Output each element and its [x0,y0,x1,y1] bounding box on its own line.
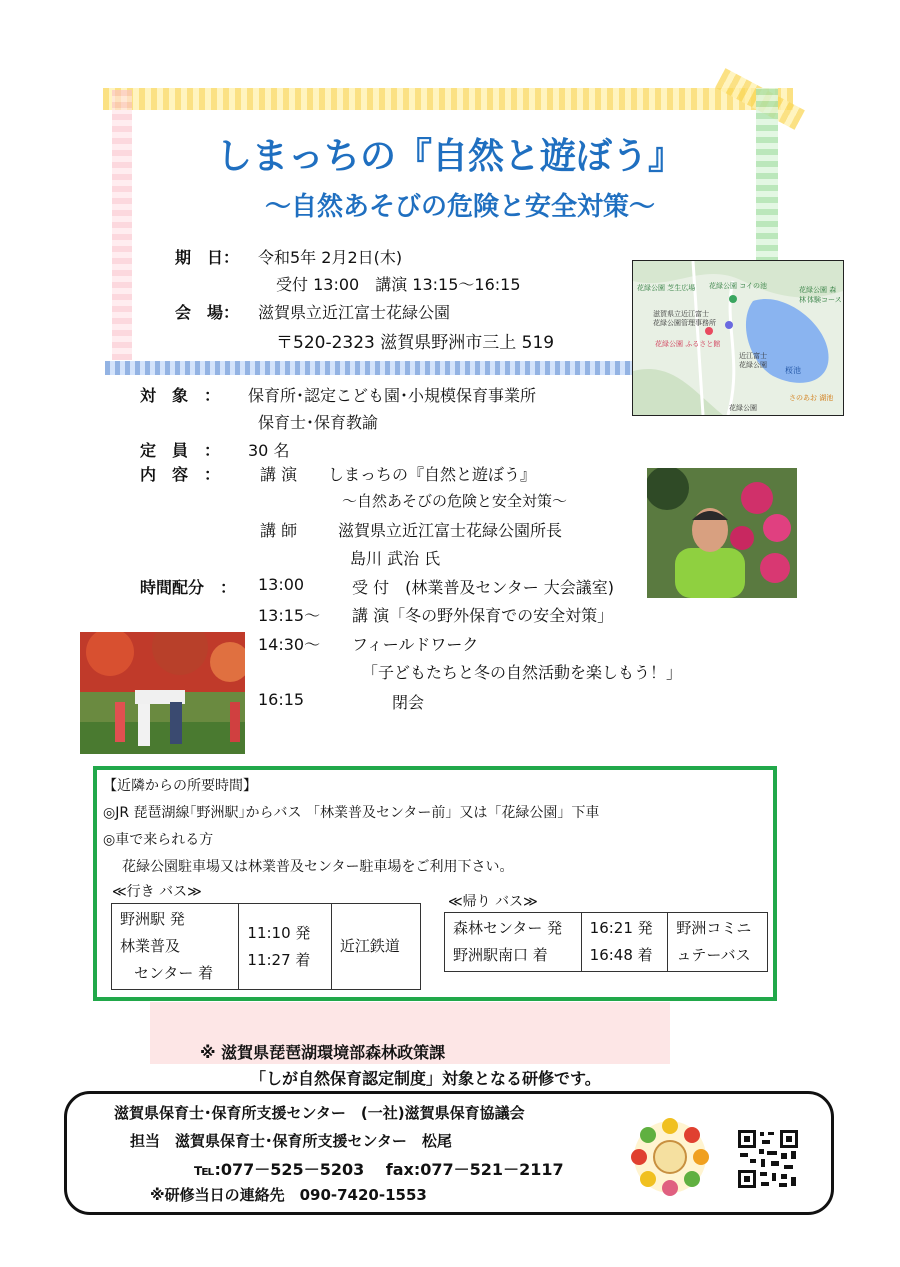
schedule-text: フィールドワーク [352,635,479,654]
return-stops [445,913,582,972]
contact-emergency: ※研修当日の連絡先 090-7420-1553 [150,1186,427,1204]
outbound-time: 11:10 発 [247,923,311,942]
lecturer-label: 講 師 [260,521,298,540]
map-label: 花緑公園 [739,361,767,369]
access-car: ◎車で来られる方 [103,832,214,848]
return-times [581,913,668,972]
outbound-stop: 林業普及 [120,937,181,955]
outbound-stop: 野洲駅 発 [120,910,185,928]
venue-address: 〒520-2323 滋賀県野洲市三上 519 [276,333,555,353]
lecture-label: 講 演 [260,465,298,484]
note-line2: 「しが自然保育認定制度」対象となる研修です。 [250,1069,601,1088]
schedule-text: 講 演「冬の野外保育での安全対策」 [352,606,614,625]
venue-name: 滋賀県立近江富士花緑公園 [258,303,451,322]
map-label: 花緑公園 コイの池 [709,282,768,290]
return-label: ≪帰り バス≫ [448,894,538,910]
outbound-label: ≪行き バス≫ [112,884,202,900]
venue-map [632,260,844,416]
schedule-time: 16:15 [258,690,305,709]
date-label: 期 日： [175,248,240,267]
schedule-time: 13:15～ [258,606,321,625]
contact-org: 滋賀県保育士･保育所支援センター (一社)滋賀県保育協議会 [114,1104,525,1122]
map-label: 花緑公園 [729,404,757,412]
outbound-stops [112,904,239,990]
return-operator [668,913,768,972]
return-stop: 野洲駅南口 着 [453,946,548,964]
lecturer-title: 滋賀県立近江富士花緑公園所長 [338,521,563,540]
map-label: 近江富士 [739,352,767,360]
access-parking: 花緑公園駐車場又は林業普及センター駐車場をご利用下さい。 [122,859,514,875]
date-time: 受付 13:00 講演 13:15～16:15 [276,275,521,294]
outbound-times [239,904,332,990]
contact-tel-fax: ℡:077－525－5203 fax:077－521－2117 [194,1160,564,1179]
schedule-time: 14:30～ [258,635,321,654]
map-label: 花緑公園 芝生広場 [637,284,696,292]
map-label: さのあお 湖池 [789,394,834,402]
return-time: 16:48 着 [589,946,653,964]
capacity-label: 定 員 ： [140,441,221,460]
association-logo [628,1118,712,1196]
schedule-text: 閉会 [392,693,425,712]
return-stop: 森林センター 発 [453,919,563,937]
content-label: 内 容 ： [140,465,221,484]
contact-person: 担当 滋賀県保育士･保育所支援センター 松尾 [130,1132,452,1150]
lecturer-photo [647,468,797,598]
target-line1: 保育所･認定こども園･小規模保育事業所 [248,386,537,405]
lecture-title: しまっちの『自然と遊ぼう』 [328,465,537,484]
outbound-time: 11:27 着 [247,950,311,969]
schedule-text: 「子どもたちと冬の自然活動を楽しもう！」 [362,663,683,682]
map-label: 花緑公園 ふるさと館 [655,340,721,348]
schedule-text: 受 付 (林業普及センター 大会議室) [352,578,615,597]
target-label: 対 象 ： [140,386,221,405]
map-label: 花緑公園 森林 [799,286,837,304]
page-title: しまっちの『自然と遊ぼう』 [215,136,684,177]
target-line2: 保育士･保育教諭 [258,413,379,432]
note-line1: ※ 滋賀県琵琶湖環境部森林政策課 [200,1043,446,1062]
date-value: 令和5年 2月2日(木) [258,248,403,267]
outbound-bus-table [111,903,421,990]
schedule-label: 時間配分 ： [140,578,237,597]
lecture-subtitle: ～自然あそびの危険と安全対策～ [342,492,568,510]
map-label: 滋賀県立近江富士 [653,310,709,318]
return-operator-line: 野洲コミニ [676,919,752,937]
page-subtitle: ～自然あそびの危険と安全対策～ [264,192,655,222]
return-operator-line: ュテーバス [676,946,751,964]
access-train: ◎JR 琵琶湖線｢野洲駅｣からバス 「林業普及センター前」又は「花緑公園」下車 [103,805,600,821]
flower-logo-icon [628,1118,712,1196]
outbound-operator: 近江鉄道 [331,904,420,990]
schedule-time: 13:00 [258,575,305,594]
tape-top [103,88,793,110]
map-label: 体験コース [807,296,842,304]
venue-label: 会 場： [175,303,240,322]
map-label: 花緑公園管理事務所 [653,319,716,327]
fieldwork-photo [80,632,245,754]
access-heading: 【近隣からの所要時間】 [103,778,257,794]
return-time: 16:21 発 [589,919,653,937]
outbound-stop: センター 着 [134,964,214,982]
capacity-value: 30 名 [248,441,290,460]
map-label: 桜池 [785,366,801,375]
qr-code-icon [737,1129,799,1189]
return-bus-table [444,912,768,972]
lecturer-name: 島川 武治 氏 [350,549,441,568]
tape-middle [105,361,635,375]
qr-code[interactable] [737,1129,799,1189]
